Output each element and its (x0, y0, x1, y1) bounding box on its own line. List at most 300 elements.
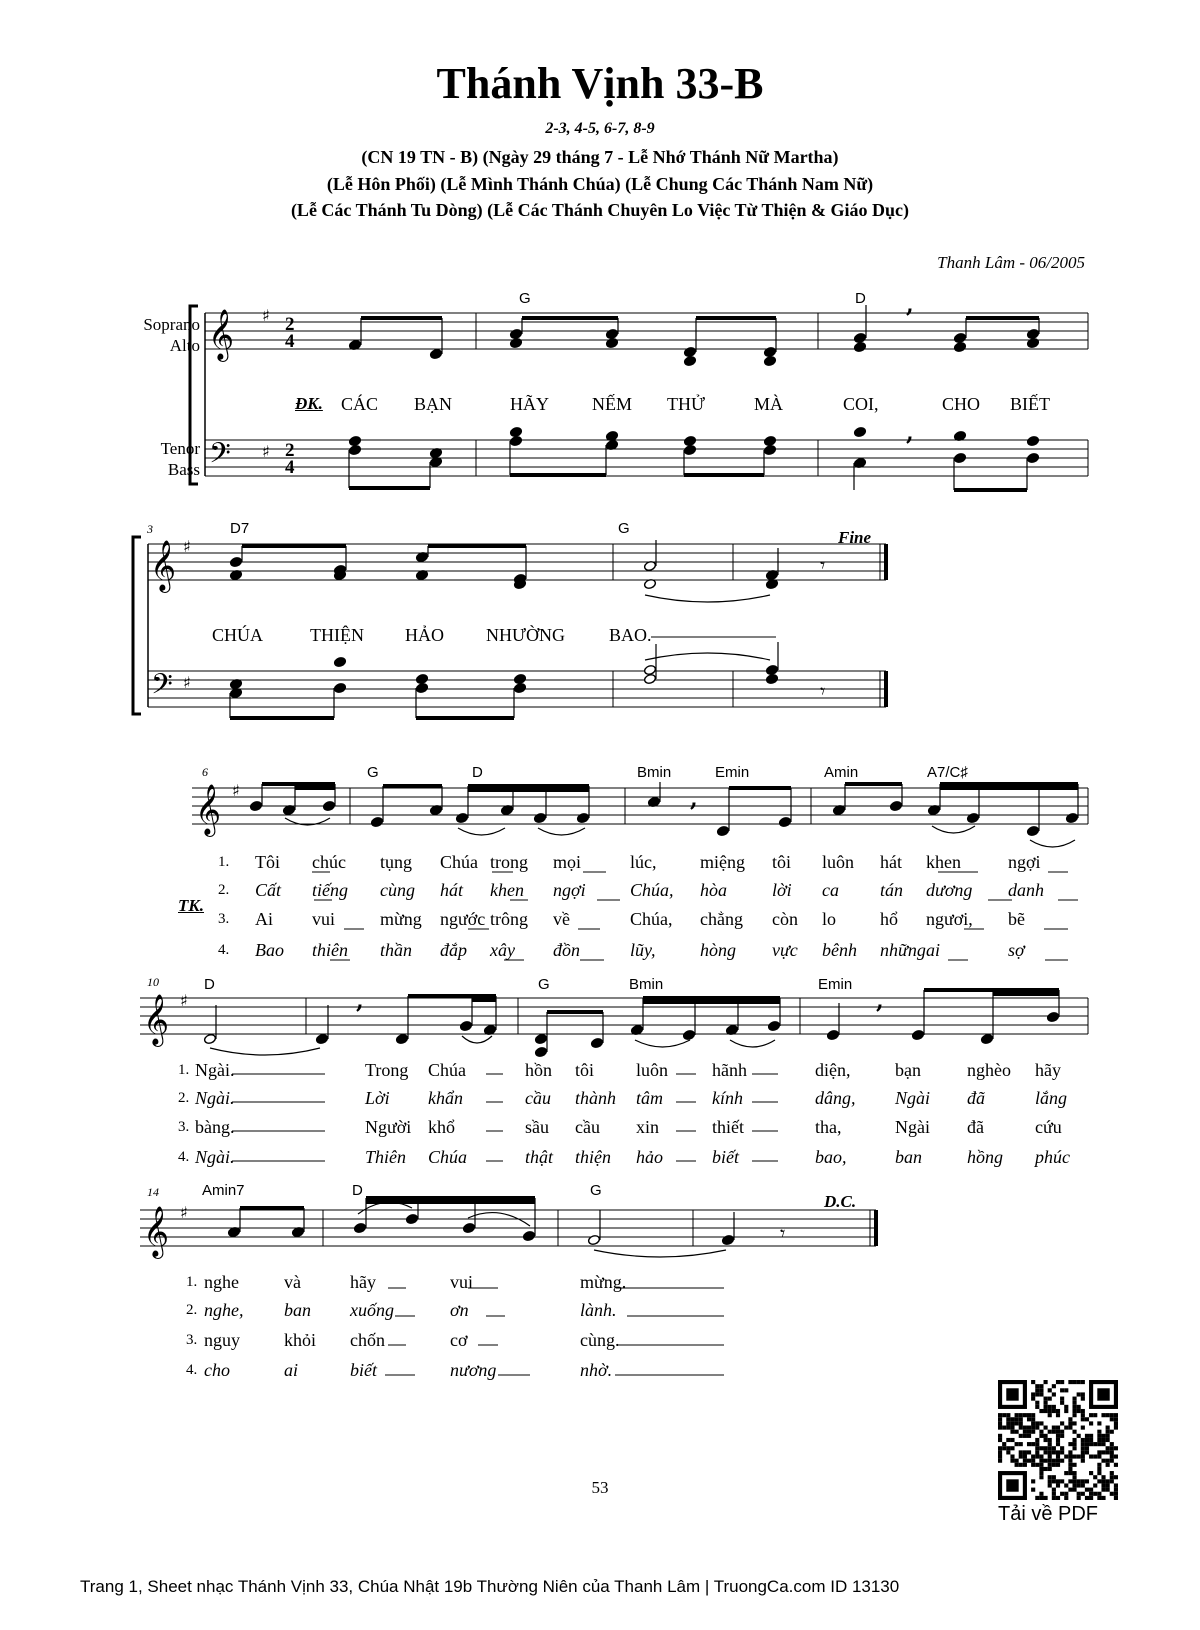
qr-module (998, 1426, 1002, 1430)
qr-module (1048, 1463, 1052, 1467)
lyric-syllable: cơ (450, 1330, 468, 1350)
lyric-syllable: cứu (1035, 1117, 1062, 1137)
lyric-syllable: THỬ (667, 394, 705, 414)
qr-module (1056, 1380, 1060, 1384)
occasion-line-1: (CN 19 TN - B) (Ngày 29 tháng 7 - Lễ Nhớ Thánh Nữ Martha) (361, 147, 839, 167)
qr-module (1048, 1450, 1052, 1454)
slur (932, 826, 975, 833)
note-head (1046, 1011, 1059, 1022)
verse-number: 3. (178, 1119, 190, 1135)
lyric-syllable: COI, (843, 394, 879, 414)
note-head (249, 800, 262, 811)
qr-module (1039, 1467, 1043, 1471)
lyric-syllable: bẽ (1008, 909, 1025, 929)
qr-module (998, 1446, 1002, 1450)
note-head (587, 1234, 600, 1245)
qr-module (1068, 1471, 1072, 1475)
verse-number: 4. (218, 942, 230, 958)
qr-module (1035, 1388, 1039, 1392)
lyric-syllable: BIẾT (1010, 394, 1050, 414)
qr-module (1035, 1426, 1039, 1430)
verse-number: 1. (218, 854, 230, 870)
key-signature-sharp: ♯ (183, 537, 191, 556)
note-head (683, 346, 696, 357)
download-pdf-link[interactable]: Tải về PDF (998, 1503, 1099, 1525)
note-head (643, 673, 656, 684)
verse-label: TK. (178, 896, 204, 915)
fine-marking: Fine (838, 528, 872, 547)
qr-module (1110, 1471, 1114, 1475)
qr-module (1072, 1421, 1076, 1425)
lyric-syllable: BẠN (414, 394, 453, 414)
lyric-syllable: danh (1008, 880, 1044, 900)
qr-module (1015, 1413, 1019, 1417)
qr-module (998, 1434, 1002, 1438)
note-head (415, 673, 428, 684)
qr-module (1110, 1450, 1114, 1454)
qr-module (1052, 1459, 1056, 1463)
qr-module (1085, 1434, 1089, 1438)
qr-module (1060, 1450, 1064, 1454)
key-signature-sharp: ♯ (180, 991, 188, 1010)
lyric-syllable: mọi (553, 852, 582, 872)
qr-module (1002, 1446, 1006, 1450)
lyric-syllable: bênh (822, 940, 857, 960)
qr-module (1060, 1434, 1064, 1438)
qr-module (1081, 1442, 1085, 1446)
lyric-syllable: khẩn (428, 1088, 463, 1108)
qr-module (1015, 1430, 1019, 1434)
slur (635, 1040, 690, 1047)
lyric-syllable: dương (926, 880, 973, 900)
lyric-syllable: hồn (525, 1060, 552, 1080)
lyric-syllable: vui (312, 909, 336, 929)
qr-module (1081, 1454, 1085, 1458)
note-head (1026, 452, 1039, 463)
lyric-syllable: xuống (350, 1300, 394, 1320)
slur (594, 1250, 726, 1257)
composer-credit: Thanh Lâm - 06/2005 (937, 253, 1085, 272)
lyric-syllable: vực (772, 940, 798, 960)
qr-module (1006, 1438, 1010, 1442)
qr-module (1114, 1426, 1118, 1430)
lyric-syllable: xin (636, 1117, 660, 1137)
lyric-syllable: ai (926, 940, 941, 960)
lyric-syllable: đã (967, 1088, 985, 1108)
qr-module (1072, 1438, 1076, 1442)
lyric-syllable: thần (380, 940, 413, 960)
lyric-syllable: vui (450, 1272, 474, 1292)
note-head (826, 1029, 839, 1040)
note-head (462, 1222, 475, 1233)
qr-module (1064, 1388, 1068, 1392)
lyric-syllable: luôn (636, 1060, 669, 1080)
verse-number: 1. (186, 1274, 198, 1290)
note-head (459, 1020, 472, 1031)
qr-module (1035, 1405, 1039, 1409)
note-head (605, 337, 618, 348)
qr-module (1085, 1450, 1089, 1454)
qr-module (1048, 1388, 1052, 1392)
slur (730, 1040, 775, 1047)
note-head (576, 812, 589, 823)
qr-module (1110, 1417, 1114, 1421)
qr-module (1106, 1426, 1110, 1430)
note-head (763, 435, 776, 446)
qr-module (1114, 1421, 1118, 1425)
qr-module (1106, 1413, 1110, 1417)
qr-module (1048, 1413, 1052, 1417)
lyric-syllable: thành (575, 1088, 617, 1108)
qr-module (1039, 1421, 1043, 1425)
lyric-syllable: Lời (365, 1088, 390, 1108)
lyric-syllable: hãy (350, 1272, 376, 1292)
qr-module (1097, 1434, 1101, 1438)
note-head (1026, 328, 1039, 339)
lyric-syllable: hổ (880, 909, 898, 929)
qr-module (1081, 1380, 1085, 1384)
qr-module (1031, 1463, 1035, 1467)
qr-module (1044, 1434, 1048, 1438)
qr-module (1056, 1450, 1060, 1454)
qr-module (1039, 1388, 1043, 1392)
qr-module (1110, 1430, 1114, 1434)
key-signature-sharp: ♯ (262, 442, 270, 461)
qr-module (1106, 1446, 1110, 1450)
qr-module (1019, 1417, 1023, 1421)
lyric-syllable: hảo (636, 1147, 663, 1167)
qr-module (1052, 1463, 1056, 1467)
qr-module (1072, 1405, 1076, 1409)
qr-module (1048, 1446, 1052, 1450)
slur (1030, 840, 1075, 847)
eighth-rest: 𝄾 (820, 553, 826, 577)
qr-module (1114, 1454, 1118, 1458)
chord-symbol: Amin7 (202, 1182, 245, 1199)
note-head (509, 435, 522, 446)
note-head (534, 1033, 547, 1044)
lyric-syllable: khen (926, 852, 961, 872)
qr-module (1048, 1405, 1052, 1409)
note-head (683, 355, 696, 366)
qr-module (1056, 1454, 1060, 1458)
qr-module (1031, 1413, 1035, 1417)
note-head (322, 800, 335, 811)
lyric-syllable: lời (772, 880, 792, 900)
occasion-line-2: (Lễ Hôn Phối) (Lễ Mình Thánh Chúa) (Lễ Chung Các Thánh Nam Nữ) (326, 174, 874, 194)
qr-module (1019, 1454, 1023, 1458)
lyric-syllable: Ngài. (195, 1147, 235, 1167)
chord-symbol: G (538, 976, 550, 993)
qr-module (1010, 1421, 1014, 1425)
qr-module (1097, 1438, 1101, 1442)
qr-module (1039, 1454, 1043, 1458)
qr-module (1097, 1467, 1101, 1471)
qr-module (1097, 1454, 1101, 1458)
lyric-syllable: ca (822, 880, 839, 900)
lyric-syllable: đồn (553, 940, 580, 960)
qr-module (1002, 1413, 1006, 1417)
treble-clef: 𝄞 (143, 1206, 170, 1257)
qr-module (1035, 1421, 1039, 1425)
qr-module (1039, 1409, 1043, 1413)
lyric-syllable: dâng, (815, 1088, 856, 1108)
lyric-syllable: tôi (575, 1060, 595, 1080)
lyric-syllable: cầu (575, 1117, 600, 1137)
qr-module (1052, 1384, 1056, 1388)
bass-clef: 𝄢 (151, 668, 173, 708)
lyric-syllable: về (553, 909, 570, 929)
qr-module (1081, 1417, 1085, 1421)
bass-clef: 𝄢 (209, 437, 231, 477)
key-signature-sharp: ♯ (180, 1203, 188, 1222)
qr-module (1072, 1380, 1076, 1384)
lyric-syllable: biết (712, 1147, 739, 1167)
qr-module (1101, 1450, 1105, 1454)
qr-module (1060, 1421, 1064, 1425)
lyric-syllable: mừng (380, 909, 422, 929)
note-head (980, 1033, 993, 1044)
lyric-syllable: cho (204, 1360, 230, 1380)
qr-module (1081, 1459, 1085, 1463)
lyric-syllable: cùng. (580, 1330, 620, 1350)
qr-module (1019, 1442, 1023, 1446)
qr-module (1023, 1450, 1027, 1454)
note-head (778, 816, 791, 827)
chord-symbol: D (472, 764, 483, 781)
lyric-syllable: miệng (700, 852, 745, 872)
note-head (405, 1213, 418, 1224)
qr-module (1048, 1430, 1052, 1434)
note-head (683, 435, 696, 446)
qr-module (1048, 1459, 1052, 1463)
qr-module (1044, 1450, 1048, 1454)
qr-module (1052, 1430, 1056, 1434)
qr-module (1031, 1397, 1035, 1401)
lyric-syllable: Ngài (895, 1117, 930, 1137)
note-head (1065, 812, 1078, 823)
note-head (522, 1230, 535, 1241)
qr-module (1048, 1454, 1052, 1458)
lyric-syllable: Tôi (255, 852, 280, 872)
qr-module (1085, 1438, 1089, 1442)
note-head (513, 682, 526, 693)
note-head (683, 444, 696, 455)
measure-number: 3 (147, 522, 153, 536)
qr-module (1056, 1459, 1060, 1463)
note-head (429, 348, 442, 359)
part-label-tenor-bass: Tenor Bass (160, 439, 200, 479)
chord-symbol: D7 (230, 520, 250, 537)
lyric-syllable: nương (450, 1360, 497, 1380)
qr-module (1048, 1467, 1052, 1471)
qr-module (1085, 1442, 1089, 1446)
qr-module (1089, 1413, 1093, 1417)
qr-module (1044, 1397, 1048, 1401)
qr-module (1027, 1450, 1031, 1454)
qr-module (1006, 1417, 1010, 1421)
qr-module (1031, 1454, 1035, 1458)
qr-module (1031, 1430, 1035, 1434)
qr-module (1006, 1426, 1010, 1430)
qr-module (1015, 1421, 1019, 1425)
qr-module (1077, 1454, 1081, 1458)
qr-module (1044, 1446, 1048, 1450)
verse-references: 2-3, 4-5, 6-7, 8-9 (545, 120, 655, 137)
lyric-syllable: MÀ (754, 394, 784, 414)
lyric-syllable: ai (284, 1360, 299, 1380)
qr-module (1023, 1413, 1027, 1417)
lyric-syllable: chẳng (700, 909, 743, 929)
qr-module (1015, 1442, 1019, 1446)
qr-module (1023, 1430, 1027, 1434)
qr-module (1081, 1426, 1085, 1430)
qr-module (998, 1450, 1002, 1454)
qr-module (1044, 1426, 1048, 1430)
system-bracket (133, 537, 141, 714)
qr-module (1019, 1463, 1023, 1467)
qr-module (1097, 1471, 1101, 1475)
chord-symbol: G (519, 290, 531, 307)
qr-module (1056, 1434, 1060, 1438)
qr-module (1035, 1450, 1039, 1454)
lyric-syllable: đã (967, 1117, 984, 1137)
lyric-syllable: Thiên (365, 1147, 407, 1167)
qr-module (1027, 1442, 1031, 1446)
qr-module (1031, 1421, 1035, 1425)
lyric-syllable: NẾM (592, 394, 632, 414)
song-title: Thánh Vịnh 33-B (436, 59, 764, 108)
qr-module (1044, 1409, 1048, 1413)
qr-module (1035, 1454, 1039, 1458)
measure-number: 10 (147, 975, 159, 989)
measure-number: 14 (147, 1185, 159, 1199)
note-head (853, 341, 866, 352)
note-head (333, 682, 346, 693)
lyric-syllable: trong (490, 852, 528, 872)
key-signature-sharp: ♯ (232, 781, 240, 800)
slur (645, 653, 770, 660)
qr-module (1039, 1392, 1043, 1396)
qr-module (1085, 1417, 1089, 1421)
qr-module (1035, 1442, 1039, 1446)
chord-symbol: D (855, 290, 866, 307)
qr-module (1068, 1442, 1072, 1446)
eighth-rest: 𝄾 (820, 679, 826, 703)
qr-module (1056, 1426, 1060, 1430)
chord-symbol: D (204, 976, 215, 993)
qr-module (1114, 1417, 1118, 1421)
measure-number: 6 (202, 765, 208, 779)
lyric-syllable: tôi (772, 852, 792, 872)
chord-symbol: Emin (715, 764, 750, 781)
note-head (315, 1033, 328, 1044)
qr-module (1081, 1450, 1085, 1454)
lyric-syllable: thiên (312, 940, 348, 960)
lyric-syllable: thật (525, 1147, 554, 1167)
chord-symbol: A7/C♯ (927, 764, 968, 781)
lyric-syllable: bao, (815, 1147, 847, 1167)
qr-module (1044, 1467, 1048, 1471)
qr-module (1097, 1442, 1101, 1446)
qr-module (1060, 1430, 1064, 1434)
verse-number: 4. (178, 1149, 190, 1165)
note-head (953, 341, 966, 352)
lyric-syllable: tâm (636, 1088, 663, 1108)
qr-module (1035, 1446, 1039, 1450)
lyric-syllable: Chúa, (630, 909, 673, 929)
lyric-syllable: thiết (712, 1117, 744, 1137)
qr-module (1072, 1471, 1076, 1475)
qr-module (1023, 1463, 1027, 1467)
qr-module (1044, 1405, 1048, 1409)
slur (538, 828, 585, 835)
breath-mark: , (906, 420, 914, 446)
lyric-syllable: lành. (580, 1300, 617, 1320)
lyric-syllable: chúc (312, 852, 346, 872)
qr-module (1027, 1417, 1031, 1421)
lyric-syllable: lo (822, 909, 837, 929)
qr-module (1052, 1392, 1056, 1396)
time-signature-bass: 2 4 (285, 440, 295, 478)
qr-module (1081, 1397, 1085, 1401)
qr-module (1106, 1463, 1110, 1467)
qr-module (1006, 1413, 1010, 1417)
note-head (911, 1029, 924, 1040)
chord-symbol: G (618, 520, 630, 537)
system-bracket (190, 306, 198, 484)
page-number: 53 (591, 1478, 609, 1497)
lyric-syllable: HÃY (510, 394, 549, 414)
qr-module (1106, 1459, 1110, 1463)
slur (458, 828, 505, 835)
qr-module (1068, 1426, 1072, 1430)
note-head (953, 332, 966, 343)
lyric-syllable: xây (490, 940, 515, 960)
qr-module (1072, 1401, 1076, 1405)
qr-module (1077, 1409, 1081, 1413)
note-head (533, 812, 546, 823)
qr-module (1019, 1426, 1023, 1430)
treble-clef: 𝄞 (143, 994, 170, 1045)
qr-module (1039, 1459, 1043, 1463)
time-signature-treble: 2 4 (285, 314, 295, 352)
qr-module (1010, 1438, 1014, 1442)
qr-module (1097, 1430, 1101, 1434)
qr-module (1089, 1442, 1093, 1446)
lyric-syllable: Chúa (440, 852, 478, 872)
lyric-syllable: thiện (575, 1147, 611, 1167)
note-head (348, 444, 361, 455)
note-head (509, 328, 522, 339)
qr-module (1072, 1463, 1076, 1467)
qr-module (1068, 1467, 1072, 1471)
qr-module (1097, 1450, 1101, 1454)
qr-module (1031, 1426, 1035, 1430)
qr-module (1101, 1434, 1105, 1438)
note-head (1026, 337, 1039, 348)
qr-module (1035, 1463, 1039, 1467)
qr-module (1081, 1392, 1085, 1396)
lyric-syllable: khen (490, 880, 524, 900)
qr-module (1048, 1438, 1052, 1442)
qr-module (1039, 1430, 1043, 1434)
qr-module (1101, 1438, 1105, 1442)
lyric-syllable: tha, (815, 1117, 842, 1137)
verse-number: 3. (186, 1332, 198, 1348)
note-head (763, 346, 776, 357)
slur (645, 595, 770, 602)
